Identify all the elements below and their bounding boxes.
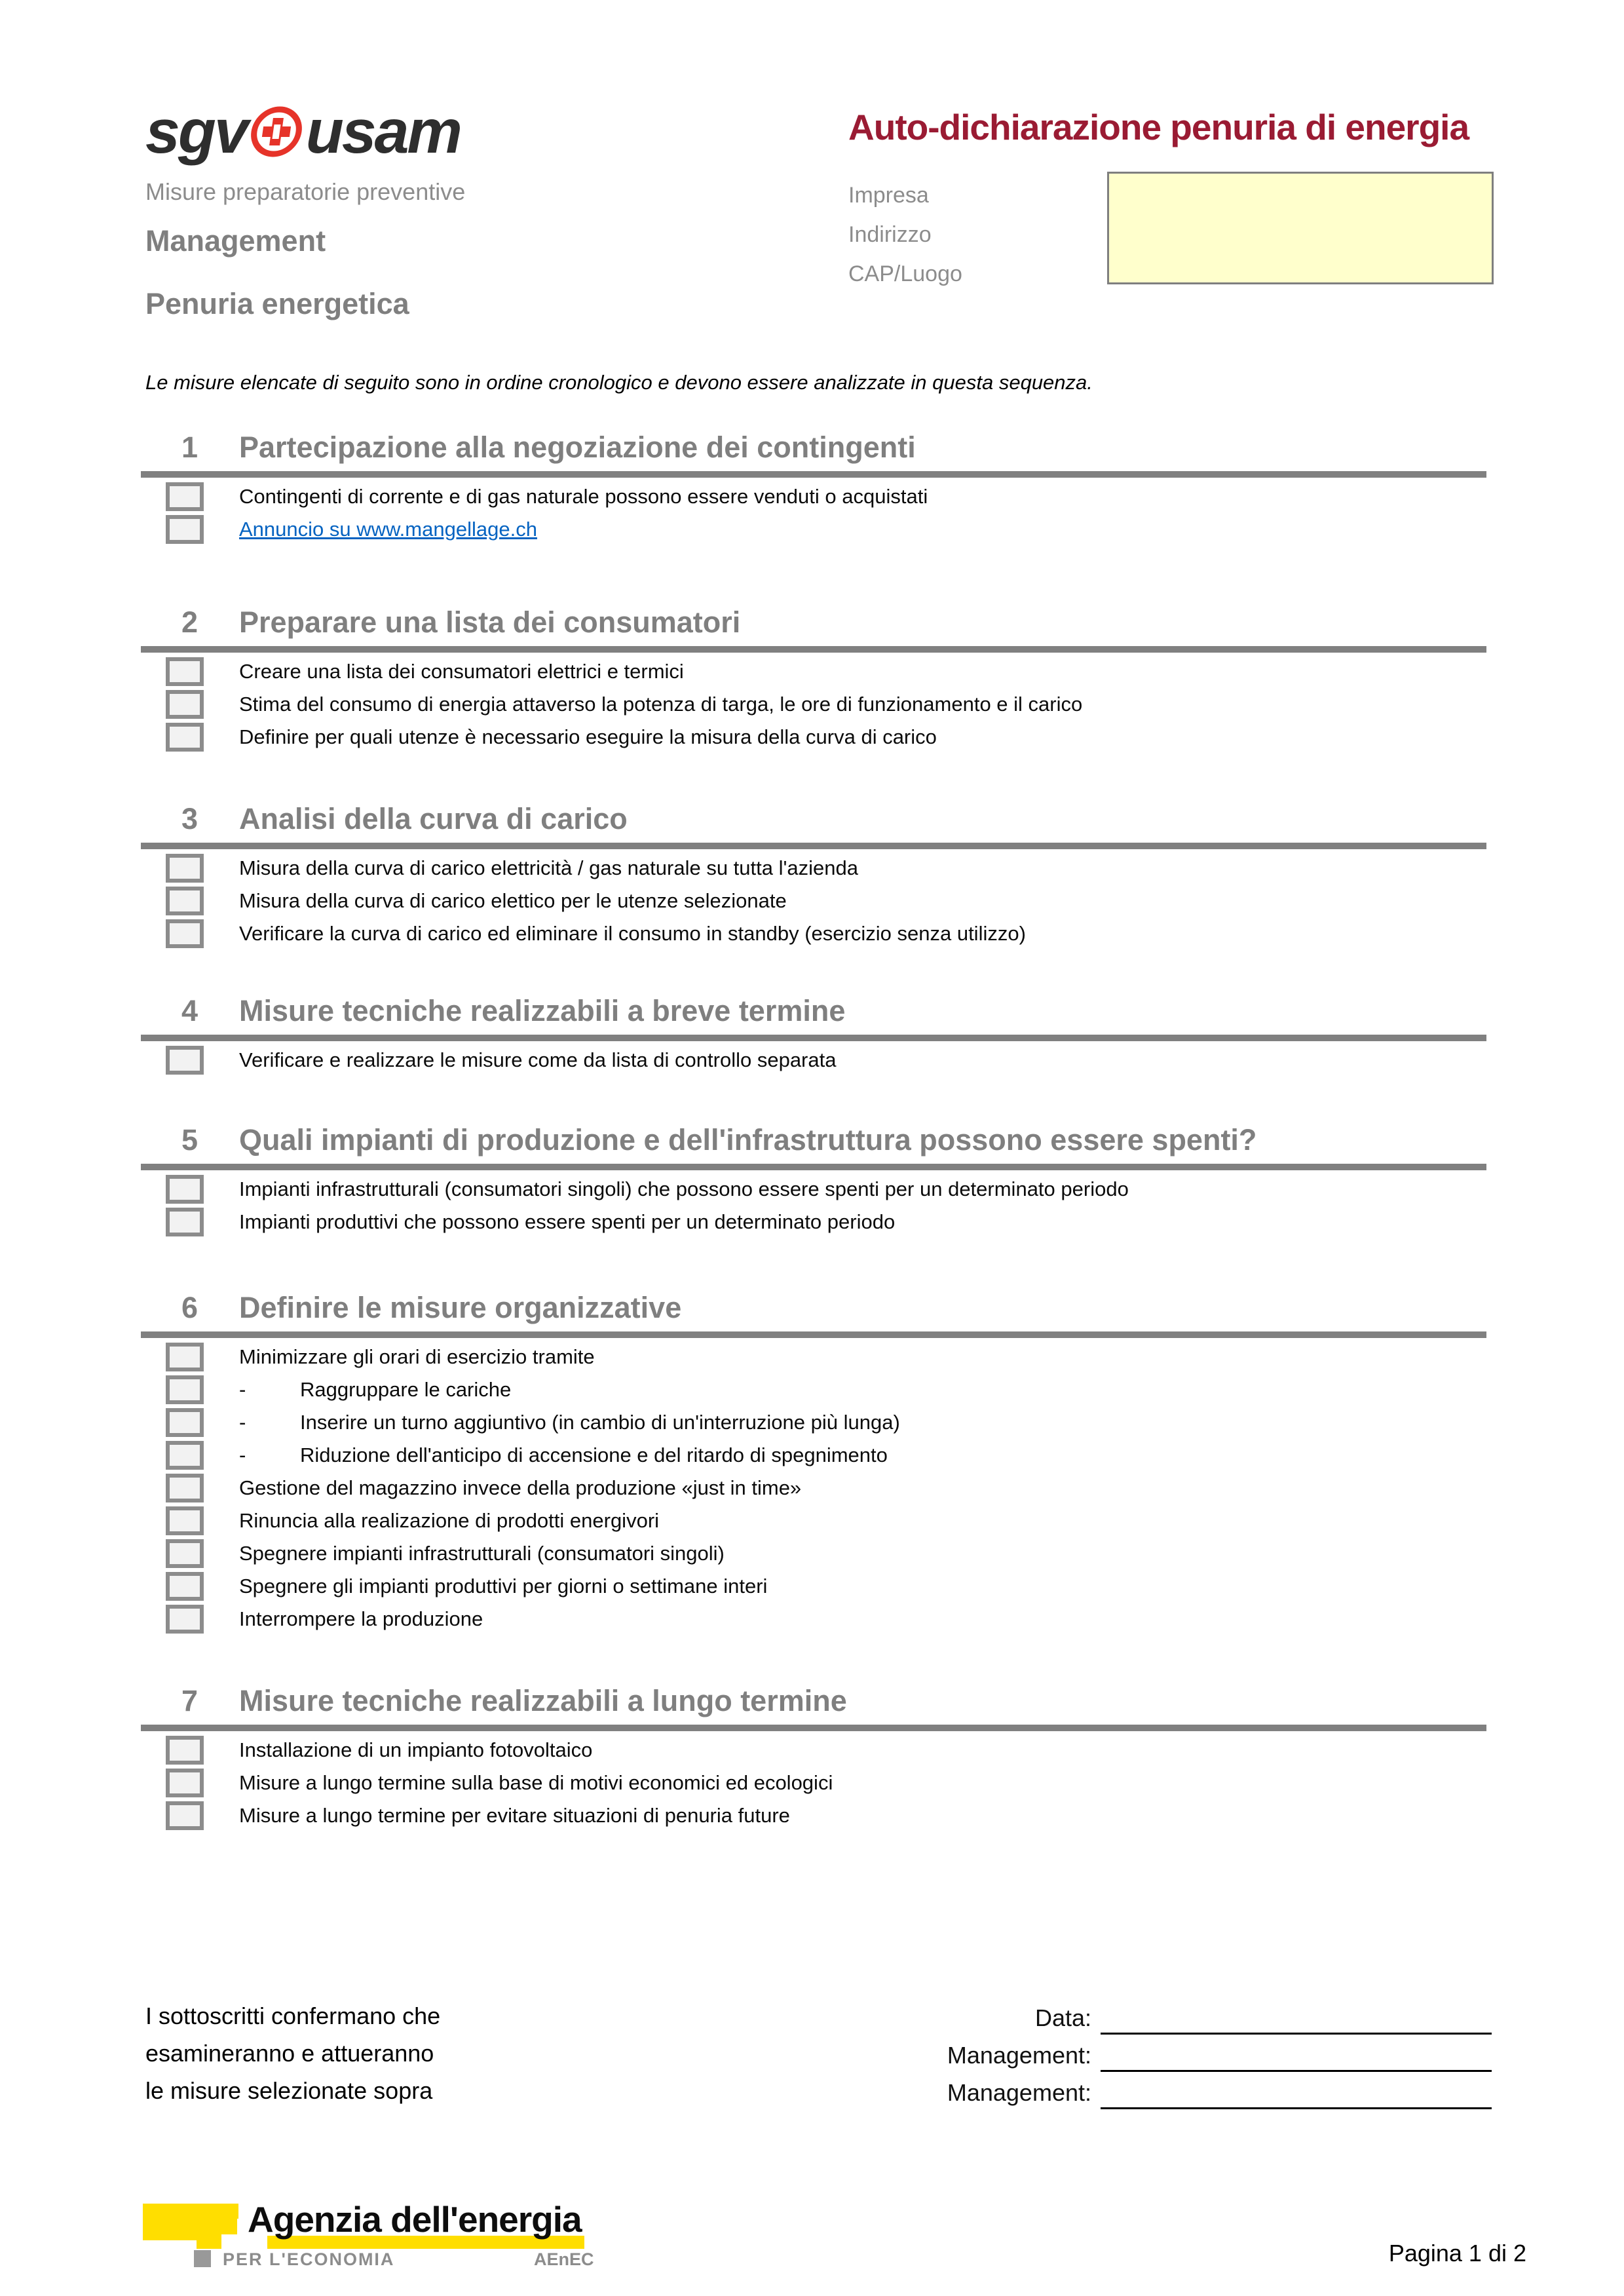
section-1	[141, 429, 1486, 546]
section-number: 6	[181, 1291, 198, 1324]
checkbox[interactable]	[166, 1208, 204, 1236]
signature-row	[884, 2035, 1492, 2072]
checklist-item-text: Raggruppare le cariche	[300, 1378, 512, 1401]
signature-line[interactable]	[1101, 2039, 1492, 2072]
link-mangellage[interactable]: Annuncio su www.mangellage.ch	[239, 518, 537, 541]
checkbox[interactable]	[166, 1474, 204, 1502]
checklist-item-label: Impianti produttivi che possono essere spenti per un determinato periodo	[239, 1210, 896, 1233]
section-6	[141, 1290, 1486, 1636]
section-heading	[141, 801, 1486, 837]
logo-text-usam: usam	[305, 97, 461, 166]
section-items	[141, 480, 1486, 546]
section-number: 1	[181, 430, 198, 464]
checkbox[interactable]	[166, 1572, 204, 1601]
field-label: Indirizzo	[848, 222, 932, 247]
section-number: 3	[181, 802, 198, 835]
checklist-item	[141, 721, 1486, 754]
checklist-item-label	[239, 1406, 900, 1439]
section-rule	[141, 1035, 1486, 1041]
dash-bullet: -	[239, 1444, 246, 1466]
aenec-logo-subtitle: PER L'ECONOMIA	[223, 2249, 395, 2269]
dash-bullet: -	[239, 1411, 246, 1434]
checkbox[interactable]	[166, 1375, 204, 1404]
checklist-item	[141, 1472, 1486, 1504]
confirmation-line: I sottoscritti confermano che	[145, 2002, 441, 2029]
section-title: Misure tecniche realizzabili a breve termine	[239, 994, 846, 1027]
checklist-item	[141, 1341, 1486, 1373]
checkbox[interactable]	[166, 1801, 204, 1830]
confirmation-line: esamineranno e attueranno	[145, 2040, 434, 2067]
section-number: 4	[181, 994, 198, 1027]
page-number: Pagina 1 di 2	[1388, 2240, 1526, 2267]
section-rule	[141, 471, 1486, 478]
checklist-item	[141, 1406, 1486, 1439]
checklist-item-text: Inserire un turno aggiuntivo (in cambio di un'interruzione più lunga)	[300, 1411, 900, 1434]
section-4	[141, 993, 1486, 1077]
section-title: Definire le misure organizzative	[239, 1291, 682, 1324]
section-items	[141, 1044, 1486, 1077]
checklist-item	[141, 1173, 1486, 1206]
section-heading	[141, 429, 1486, 466]
checklist-item-label: Impianti infrastrutturali (consumatori singoli) che possono essere spenti per un determinato periodo	[239, 1177, 1129, 1200]
confirmation-line: le misure selezionate sopra	[145, 2077, 433, 2104]
section-title: Quali impianti di produzione e dell'infrastruttura possono essere spenti?	[239, 1123, 1257, 1157]
aenec-logo-abbr: AEnEC	[534, 2249, 594, 2269]
section-title: Partecipazione alla negoziazione dei contingenti	[239, 430, 916, 464]
section-title: Preparare una lista dei consumatori	[239, 605, 741, 639]
section-number: 7	[181, 1684, 198, 1717]
checklist-item-label: Interrompere la produzione	[239, 1607, 483, 1630]
section-heading	[141, 993, 1486, 1029]
section-number: 5	[181, 1123, 198, 1157]
signature-label: Management:	[947, 2079, 1091, 2106]
section-rule	[141, 843, 1486, 849]
checkbox[interactable]	[166, 1046, 204, 1075]
checklist-item	[141, 1734, 1486, 1767]
section-title: Analisi della curva di carico	[239, 802, 628, 835]
logo-text-sgv: sgv	[145, 97, 247, 166]
checklist-item	[141, 688, 1486, 721]
signature-line[interactable]	[1101, 2076, 1492, 2109]
field-label: Impresa	[848, 183, 929, 208]
checkbox[interactable]	[166, 887, 204, 915]
checkbox[interactable]	[166, 1769, 204, 1797]
document-title: Auto-dichiarazione penuria di energia	[848, 107, 1469, 147]
section-7	[141, 1683, 1486, 1832]
section-heading	[141, 1683, 1486, 1719]
checkbox[interactable]	[166, 1343, 204, 1371]
signature-label: Management:	[947, 2042, 1091, 2069]
checklist-item	[141, 917, 1486, 950]
checkbox[interactable]	[166, 919, 204, 948]
section-heading	[141, 1290, 1486, 1326]
section-3	[141, 801, 1486, 950]
checklist-item	[141, 1537, 1486, 1570]
checklist-item-label: Misura della curva di carico elettico per le utenze selezionate	[239, 889, 787, 912]
section-rule	[141, 1331, 1486, 1338]
checklist-item-label: Misure a lungo termine sulla base di motivi economici ed ecologici	[239, 1771, 833, 1794]
section-items	[141, 1341, 1486, 1636]
checklist-item	[141, 885, 1486, 917]
checkbox[interactable]	[166, 1539, 204, 1568]
section-rule	[141, 646, 1486, 653]
checklist-item-label: Creare una lista dei consumatori elettrici e termici	[239, 660, 684, 683]
section-rule	[141, 1725, 1486, 1731]
checkbox[interactable]	[166, 1408, 204, 1437]
checkbox[interactable]	[166, 482, 204, 511]
section-heading	[141, 604, 1486, 641]
checklist-item-label: Misure a lungo termine per evitare situazioni di penuria future	[239, 1804, 790, 1827]
checklist-item-label: Minimizzare gli orari di esercizio tramite	[239, 1345, 595, 1368]
header-penuria-label: Penuria energetica	[145, 287, 409, 320]
checklist-item	[141, 852, 1486, 885]
checklist-item	[141, 1439, 1486, 1472]
section-items	[141, 655, 1486, 754]
signature-line[interactable]	[1101, 2002, 1492, 2035]
checklist-item-label	[239, 513, 537, 546]
section-2	[141, 604, 1486, 754]
checkbox[interactable]	[166, 723, 204, 752]
checklist-item-label	[239, 1373, 511, 1406]
checklist-item	[141, 655, 1486, 688]
checklist-item	[141, 513, 1486, 546]
checklist-item-label: Stima del consumo di energia attaverso la potenza di targa, le ore di funzionamento e il carico	[239, 693, 1083, 716]
checklist-item	[141, 1206, 1486, 1238]
section-rule	[141, 1164, 1486, 1170]
checklist-item-label: Misura della curva di carico elettricità / gas naturale su tutta l'azienda	[239, 856, 859, 879]
header-management-label: Management	[145, 224, 326, 258]
header-subtitle: Misure preparatorie preventive	[145, 178, 466, 205]
confirmation-text	[145, 1997, 440, 2109]
section-items	[141, 852, 1486, 950]
checklist-item	[141, 1044, 1486, 1077]
checklist-item-label: Spegnere gli impianti produttivi per giorni o settimane interi	[239, 1575, 768, 1598]
checklist-item-label: Rinuncia alla realizazione di prodotti energivori	[239, 1509, 660, 1532]
signature-row	[884, 2072, 1492, 2109]
field-label: CAP/Luogo	[848, 261, 962, 286]
aenec-gray-square-icon	[194, 2250, 211, 2267]
aenec-logo-title: Agenzia dell'energia	[248, 2199, 582, 2240]
signature-fields	[884, 1997, 1492, 2109]
section-number: 2	[181, 605, 198, 639]
section-heading	[141, 1122, 1486, 1158]
checklist-item-label: Definire per quali utenze è necessario eseguire la misura della curva di carico	[239, 725, 937, 748]
checkbox[interactable]	[166, 657, 204, 686]
signature-label: Data:	[1034, 2004, 1091, 2031]
checklist-item-text: Riduzione dell'anticipo di accensione e del ritardo di spegnimento	[300, 1444, 888, 1466]
checklist-item-label: Verificare la curva di carico ed eliminare il consumo in standby (esercizio senza utilizzo)	[239, 922, 1026, 945]
checkbox[interactable]	[166, 1605, 204, 1634]
checklist-item-label: Gestione del magazzino invece della produzione «just in time»	[239, 1476, 802, 1499]
intro-note: Le misure elencate di seguito sono in ordine cronologico e devono essere analizzate in questa sequenza.	[145, 371, 1093, 394]
checkbox[interactable]	[166, 1736, 204, 1765]
checklist-item-label: Installazione di un impianto fotovoltaico	[239, 1738, 593, 1761]
dash-bullet: -	[239, 1378, 246, 1401]
checklist-item	[141, 480, 1486, 513]
checklist-item	[141, 1799, 1486, 1832]
checklist-item	[141, 1767, 1486, 1799]
checklist-item	[141, 1603, 1486, 1636]
checklist-item	[141, 1504, 1486, 1537]
checkbox[interactable]	[166, 690, 204, 719]
checklist-item	[141, 1570, 1486, 1603]
signature-row	[884, 1997, 1492, 2035]
checkbox[interactable]	[166, 854, 204, 883]
section-5	[141, 1122, 1486, 1238]
checklist-item	[141, 1373, 1486, 1406]
checklist-item-label	[239, 1439, 888, 1472]
checkbox[interactable]	[166, 515, 204, 544]
checklist-item-label: Spegnere impianti infrastrutturali (consumatori singoli)	[239, 1542, 725, 1565]
checkbox[interactable]	[166, 1441, 204, 1470]
section-title: Misure tecniche realizzabili a lungo termine	[239, 1684, 847, 1717]
checklist-item-label: Verificare e realizzare le misure come da lista di controllo separata	[239, 1048, 837, 1071]
section-items	[141, 1734, 1486, 1832]
checkbox[interactable]	[166, 1175, 204, 1204]
checkbox[interactable]	[166, 1506, 204, 1535]
section-items	[141, 1173, 1486, 1238]
checklist-item-label: Contingenti di corrente e di gas naturale possono essere venduti o acquistati	[239, 485, 928, 508]
